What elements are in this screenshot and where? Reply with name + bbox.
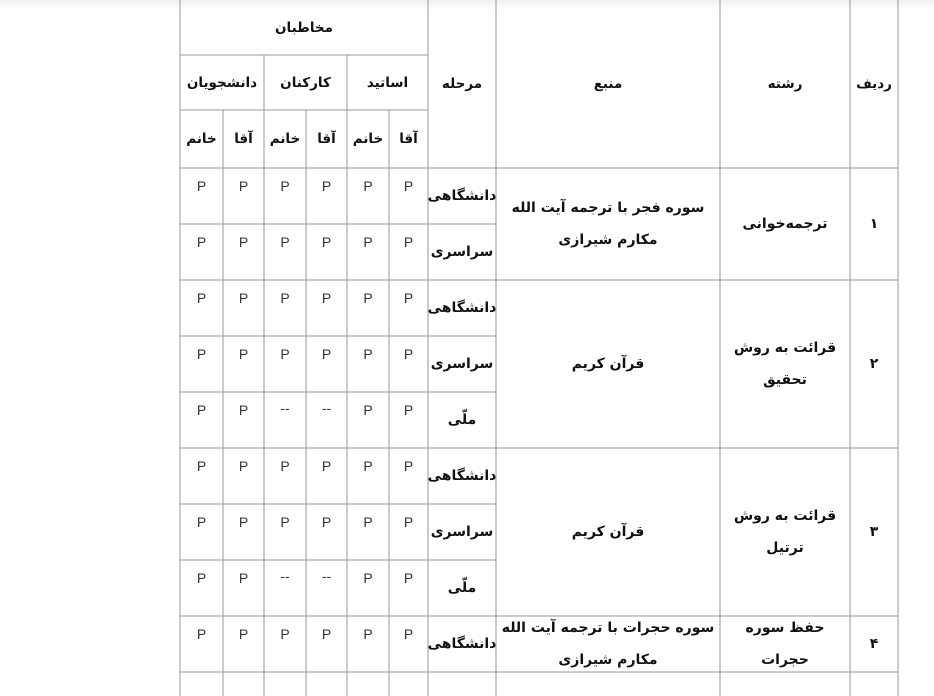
not-applicable-mark: --: [280, 402, 290, 417]
eligible-mark: P: [363, 570, 373, 586]
eligible-mark: P: [363, 234, 373, 250]
eligible-mark: P: [280, 290, 290, 306]
eligible-mark: P: [321, 290, 332, 306]
row-number: ۱: [869, 216, 879, 232]
not-applicable-mark: --: [321, 402, 332, 417]
audience-header: مخاطبان: [275, 19, 333, 36]
row-number-header: ردیف: [856, 76, 892, 92]
gender-header: آقا: [317, 131, 336, 147]
eligible-mark: P: [403, 346, 414, 362]
eligible-mark: P: [363, 514, 373, 530]
eligible-mark: P: [238, 346, 249, 362]
eligible-mark: P: [363, 290, 373, 306]
eligible-mark: P: [196, 402, 207, 418]
stage-name: دانشگاهی: [427, 636, 497, 652]
eligible-mark: P: [196, 178, 207, 194]
eligible-mark: P: [280, 458, 290, 474]
eligible-mark: P: [238, 458, 249, 474]
students-group-header: دانشجویان: [186, 74, 258, 91]
gender-header: خانم: [186, 131, 217, 147]
eligible-mark: P: [321, 458, 332, 474]
eligible-mark: P: [280, 626, 290, 642]
eligible-mark: P: [403, 402, 414, 418]
row-number: ۴: [869, 636, 879, 652]
eligible-mark: P: [321, 178, 332, 194]
eligible-mark: P: [196, 458, 207, 474]
eligible-mark: P: [238, 402, 249, 418]
professors-group-header: اساتید: [366, 74, 409, 91]
stage-name: سراسری: [430, 356, 494, 372]
eligible-mark: P: [363, 346, 373, 362]
eligible-mark: P: [238, 570, 249, 586]
eligible-mark: P: [196, 346, 207, 362]
source-text: قرآن کریم: [571, 524, 645, 540]
eligible-mark: P: [238, 514, 249, 530]
gender-header: آقا: [399, 131, 418, 147]
eligible-mark: P: [403, 290, 414, 306]
stage-name: دانشگاهی: [427, 300, 497, 316]
eligible-mark: P: [280, 234, 290, 250]
field-name: قرائت به روش ترتیل: [733, 508, 837, 556]
stage-name: ملّی: [447, 412, 477, 428]
source-text: قرآن کریم: [571, 356, 645, 372]
field-header: رشته: [767, 76, 803, 92]
eligible-mark: P: [196, 290, 207, 306]
stage-name: دانشگاهی: [427, 188, 497, 204]
eligible-mark: P: [403, 514, 414, 530]
eligible-mark: P: [196, 234, 207, 250]
eligible-mark: P: [196, 570, 207, 586]
eligible-mark: P: [321, 514, 332, 530]
gender-header: آقا: [234, 131, 253, 147]
not-applicable-mark: --: [280, 570, 290, 585]
stage-name: دانشگاهی: [427, 468, 497, 484]
not-applicable-mark: --: [321, 570, 332, 585]
eligible-mark: P: [196, 514, 207, 530]
eligible-mark: P: [403, 570, 414, 586]
stage-name: سراسری: [430, 244, 494, 260]
eligible-mark: P: [321, 626, 332, 642]
row-number: ۳: [869, 524, 879, 540]
eligible-mark: P: [238, 290, 249, 306]
row-number: ۲: [869, 356, 879, 372]
source-text: سوره فجر با ترجمه آیت الله مکارم شیرازی: [511, 200, 705, 248]
eligible-mark: P: [403, 178, 414, 194]
eligible-mark: P: [196, 626, 207, 642]
stage-header: مرحله: [441, 76, 483, 92]
gender-header: خانم: [269, 131, 301, 147]
eligible-mark: P: [363, 458, 373, 474]
source-text: سوره حجرات با ترجمه آیت الله مکارم شیرازی: [501, 620, 715, 668]
eligible-mark: P: [238, 626, 249, 642]
eligible-mark: P: [280, 514, 290, 530]
eligible-mark: P: [280, 178, 290, 194]
eligible-mark: P: [321, 234, 332, 250]
eligible-mark: P: [363, 626, 373, 642]
eligible-mark: P: [238, 178, 249, 194]
eligible-mark: P: [280, 346, 290, 362]
eligible-mark: P: [403, 626, 414, 642]
eligible-mark: P: [363, 178, 373, 194]
eligible-mark: P: [238, 234, 249, 250]
stage-name: ملّی: [447, 580, 477, 596]
gender-header: خانم: [352, 131, 384, 147]
source-header: منبع: [593, 76, 623, 92]
eligible-mark: P: [321, 346, 332, 362]
eligible-mark: P: [403, 234, 414, 250]
eligible-mark: P: [403, 458, 414, 474]
field-name: قرائت به روش تحقیق: [733, 340, 837, 388]
field-name: ترجمه‌خوانی: [742, 216, 828, 232]
eligible-mark: P: [363, 402, 373, 418]
stage-name: سراسری: [430, 524, 494, 540]
field-name: حفظ سوره حجرات: [745, 620, 825, 668]
staff-group-header: کارکنان: [280, 74, 331, 91]
